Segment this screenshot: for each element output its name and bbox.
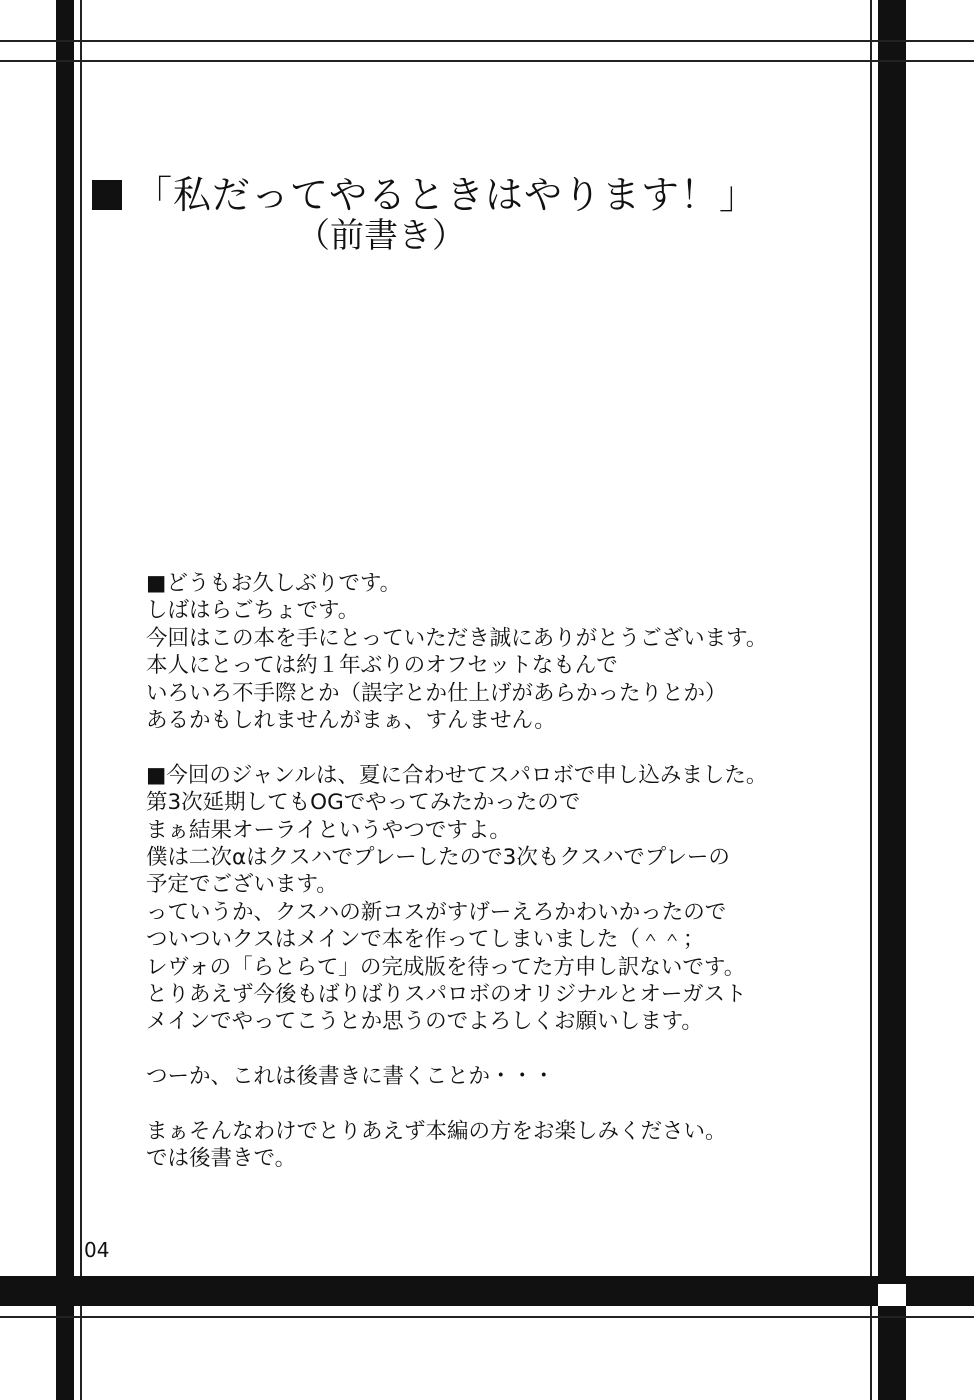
body-line: つーか、これは後書きに書くことか・・・ (146, 1064, 555, 1090)
body-line: 今回はこの本を手にとっていただき誠にありがとうございます。 (146, 625, 768, 651)
page-title (92, 172, 758, 218)
body-line: 第3次延期してもOGでやってみたかったので (146, 790, 581, 816)
frame-top-line (0, 40, 974, 42)
paragraph-gap (146, 734, 786, 761)
frame-right-thin (870, 0, 872, 1400)
body-line: っていうか、クスハの新コスがすげーえろかわいかったので (146, 899, 727, 925)
frame-corner-box (878, 1284, 906, 1306)
body-line: まぁ結果オーライというやつですよ。 (146, 817, 511, 843)
body-line: 僕は二次αはクスハでプレーしたので3次もクスハでプレーの (146, 845, 730, 871)
body-line: メインでやってこうとか思うのでよろしくお願いします。 (146, 1009, 703, 1035)
body-line: レヴォの「らとらて」の完成版を待ってた方申し訳ないです。 (146, 954, 746, 980)
body-line: とりあえず今後もばりばりスパロボのオリジナルとオーガスト (146, 982, 747, 1008)
page-number: 04 (84, 1238, 110, 1262)
square-bullet-icon (92, 180, 122, 210)
body-line: では後書きで。 (146, 1146, 297, 1172)
paragraph-gap (146, 1036, 786, 1063)
body-text (146, 570, 786, 1173)
body-line: ■今回のジャンルは、夏に合わせてスパロボで申し込みました。 (146, 762, 768, 788)
body-line: あるかもしれませんがまぁ、すんません。 (146, 708, 556, 734)
body-line: しばはらごちょです。 (146, 598, 360, 624)
frame-right-thick (878, 0, 906, 1400)
page-subtitle: （前書き） (296, 216, 466, 256)
body-line: まぁそんなわけでとりあえず本編の方をお楽しみください。 (146, 1119, 727, 1145)
body-line: 本人にとっては約１年ぶりのオフセットなもんで (146, 653, 618, 679)
body-line: ついついクスはメインで本を作ってしまいました（＾＾； (146, 927, 705, 953)
frame-left-thick (56, 0, 74, 1400)
frame-bottom-line (0, 1316, 974, 1318)
title-text: 「私だってやるときはやります！」 (134, 173, 759, 217)
frame-bottom-band (0, 1276, 974, 1306)
body-line: ■どうもお久しぶりです。 (146, 571, 402, 596)
body-line: 予定でございます。 (146, 872, 338, 898)
body-line: いろいろ不手際とか（誤字とか仕上げがあらかったりとか） (146, 680, 727, 706)
frame-left-thin (80, 0, 82, 1400)
frame-top-line-2 (0, 60, 974, 62)
paragraph-gap (146, 1091, 786, 1118)
